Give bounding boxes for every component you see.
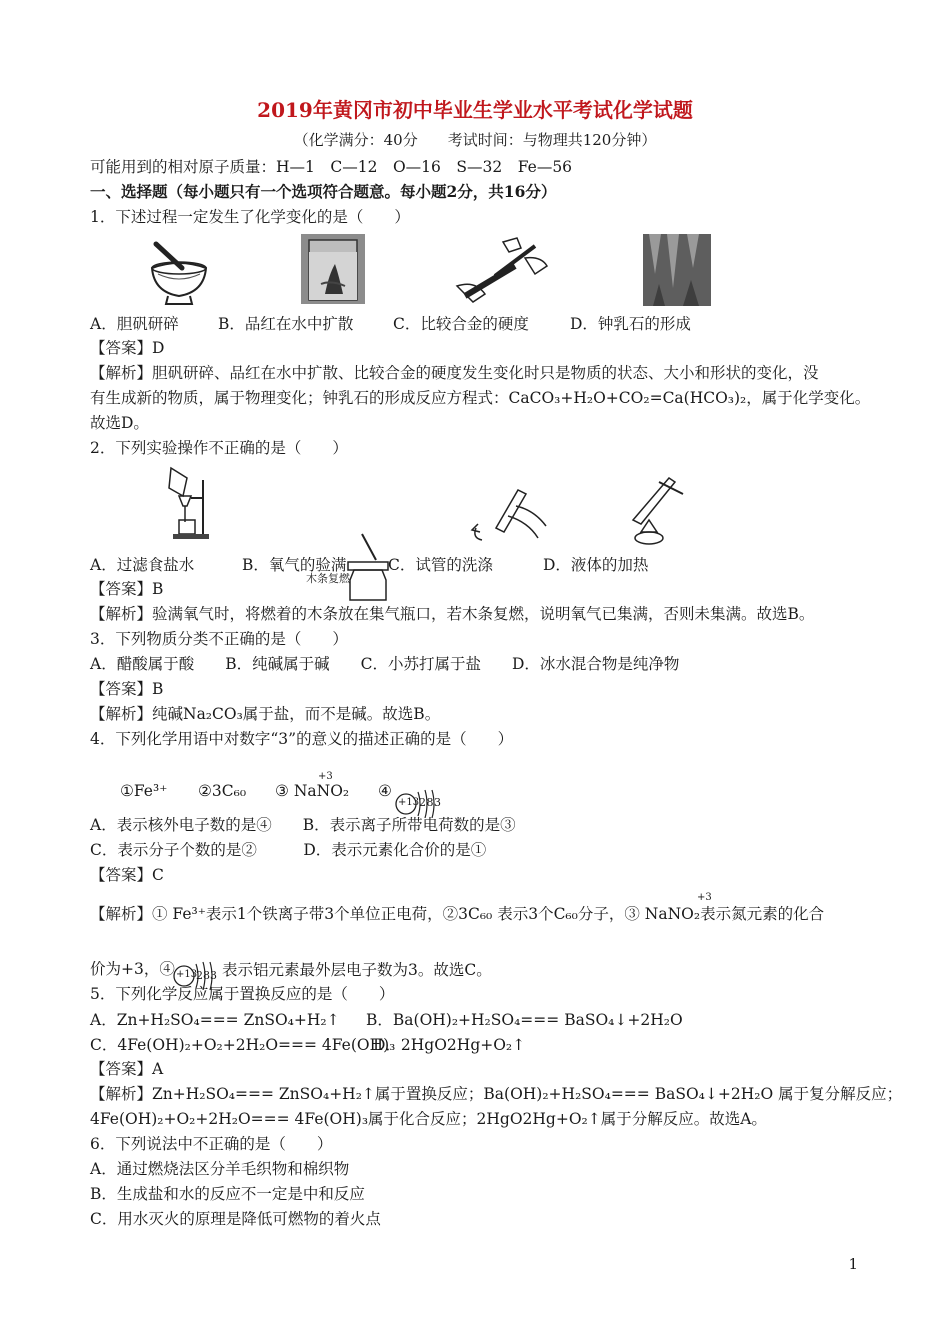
q6-option-b: B．生成盐和水的反应不一定是中和反应 (90, 1185, 365, 1203)
section-heading: 一、选择题（每小题只有一个选项符合题意。每小题2分，共16分） (90, 182, 557, 201)
beaker-dye-image (301, 234, 365, 304)
q4-options-2: C．表示分子个数的是② D．表示元素化合价的是① (90, 841, 487, 859)
q4-item-4: ④ (378, 782, 392, 800)
q2-option-b: B．氧气的验满 (242, 556, 347, 574)
q4-analysis-2b: 表示铝元素最外层电子数为3。故选C。 (222, 961, 492, 979)
q4-item-2: ②3C₆₀ (198, 782, 247, 800)
q1-stem: 1．下述过程一定发生了化学变化的是（ ） (90, 208, 410, 226)
q4-analysis-ox-state: +3 (697, 892, 712, 903)
q1-analysis-1: 【解析】胆矾研碎、品红在水中扩散、比较合金的硬度发生变化时只是物质的状态、大小和形状的变化，没 (90, 364, 819, 382)
q2-figure-label: 木条复燃 (306, 572, 350, 585)
atom-nucleus-label-small: +13 (176, 969, 198, 980)
q4-options-1: A．表示核外电子数的是④ B．表示离子所带电荷数的是③ (90, 816, 516, 834)
q1-analysis-2: 有生成新的物质，属于物理变化；钟乳石的形成反应方程式：CaCO₃+H₂O+CO₂=Ca(HCO₃)₂，属于化学变化。 (90, 389, 871, 407)
stalactite-image (643, 234, 711, 306)
q6-option-c: C．用水灭火的原理是降低可燃物的着火点 (90, 1210, 381, 1228)
atom-shells-label: 283 (419, 796, 442, 809)
q4-analysis-2a: 价为+3，④ (90, 960, 175, 978)
q5-analysis-2: 4Fe(OH)₂+O₂+2H₂O=== 4Fe(OH)₃属于化合反应；2HgO2Hg+O₂↑属于分解反应。故选A。 (90, 1110, 767, 1128)
q5-analysis-1: 【解析】Zn+H₂SO₄=== ZnSO₄+H₂↑属于置换反应；Ba(OH)₂+H₂SO₄=== BaSO₄↓+2H₂O 属于复分解反应； (90, 1085, 903, 1103)
q3-options: A．醋酸属于酸 B．纯碱属于碱 C．小苏打属于盐 D．冰水混合物是纯净物 (90, 655, 680, 673)
q4-ox-state: +3 (318, 771, 333, 782)
q1-option-c: C．比较合金的硬度 (393, 315, 529, 333)
exam-subtitle: （化学满分：40分 考试时间：与物理共120分钟） (293, 131, 657, 149)
q1-analysis-3: 故选D。 (90, 414, 149, 432)
q1-option-b: B．品红在水中扩散 (218, 315, 354, 333)
alloy-scratch-image (455, 236, 551, 306)
filtration-image (165, 466, 213, 540)
page-number: 1 (848, 1255, 858, 1273)
q5-option-b: B．Ba(OH)₂+H₂SO₄=== BaSO₄↓+2H₂O (366, 1011, 683, 1029)
q3-stem: 3．下列物质分类不正确的是（ ） (90, 630, 348, 648)
q5-answer: 【答案】A (90, 1060, 164, 1078)
q2-answer: 【答案】B (90, 580, 164, 598)
q5-option-c: C．4Fe(OH)₂+O₂+2H₂O=== 4Fe(OH)₃ (90, 1036, 396, 1054)
q6-option-a: A．通过燃烧法区分羊毛织物和棉织物 (90, 1160, 350, 1178)
q2-option-d: D．液体的加热 (543, 556, 649, 574)
atomic-masses: 可能用到的相对原子质量：H—1 C—12 O—16 S—32 Fe—56 (90, 158, 573, 176)
test-tube-washing-image (468, 484, 550, 544)
q4-item-3: ③ NaNO₂ (275, 782, 350, 800)
q2-analysis: 【解析】验满氧气时，将燃着的木条放在集气瓶口，若木条复燃，说明氧气已集满，否则未集满。故选B。 (90, 605, 815, 623)
q3-analysis: 【解析】纯碱Na₂CO₃属于盐，而不是碱。故选B。 (90, 705, 441, 723)
q1-option-a: A．胆矾研碎 (90, 315, 179, 333)
q5-option-a: A．Zn+H₂SO₄=== ZnSO₄+H₂↑ (90, 1011, 340, 1029)
q6-stem: 6．下列说法中不正确的是（ ） (90, 1135, 333, 1153)
q2-option-c: C．试管的洗涤 (388, 556, 493, 574)
exam-title: 2019年黄冈市初中毕业生学业水平考试化学试题 (257, 98, 693, 122)
q5-option-d: D．2HgO2Hg+O₂↑ (373, 1036, 526, 1054)
q2-stem: 2．下列实验操作不正确的是（ ） (90, 439, 348, 457)
q5-stem: 5．下列化学反应属于置换反应的是（ ） (90, 985, 395, 1003)
q4-analysis-1: 【解析】① Fe³⁺表示1个铁离子带3个单位正电荷，②3C₆₀ 表示3个C₆₀分子，③ NaNO₂表示氮元素的化合 (90, 905, 825, 923)
q4-answer: 【答案】C (90, 866, 164, 884)
q1-option-d: D．钟乳石的形成 (570, 315, 691, 333)
liquid-heating-image (619, 474, 687, 546)
q2-option-a: A．过滤食盐水 (90, 556, 195, 574)
atom-shells-label-small: 283 (196, 969, 217, 982)
q3-answer: 【答案】B (90, 680, 164, 698)
q4-item-1: ①Fe³⁺ (120, 782, 168, 800)
q4-stem: 4．下列化学用语中对数字“3”的意义的描述正确的是（ ） (90, 730, 514, 748)
mortar-pestle-image (148, 240, 210, 306)
atom-nucleus-label: +13 (398, 797, 420, 808)
q1-answer: 【答案】D (90, 339, 165, 357)
